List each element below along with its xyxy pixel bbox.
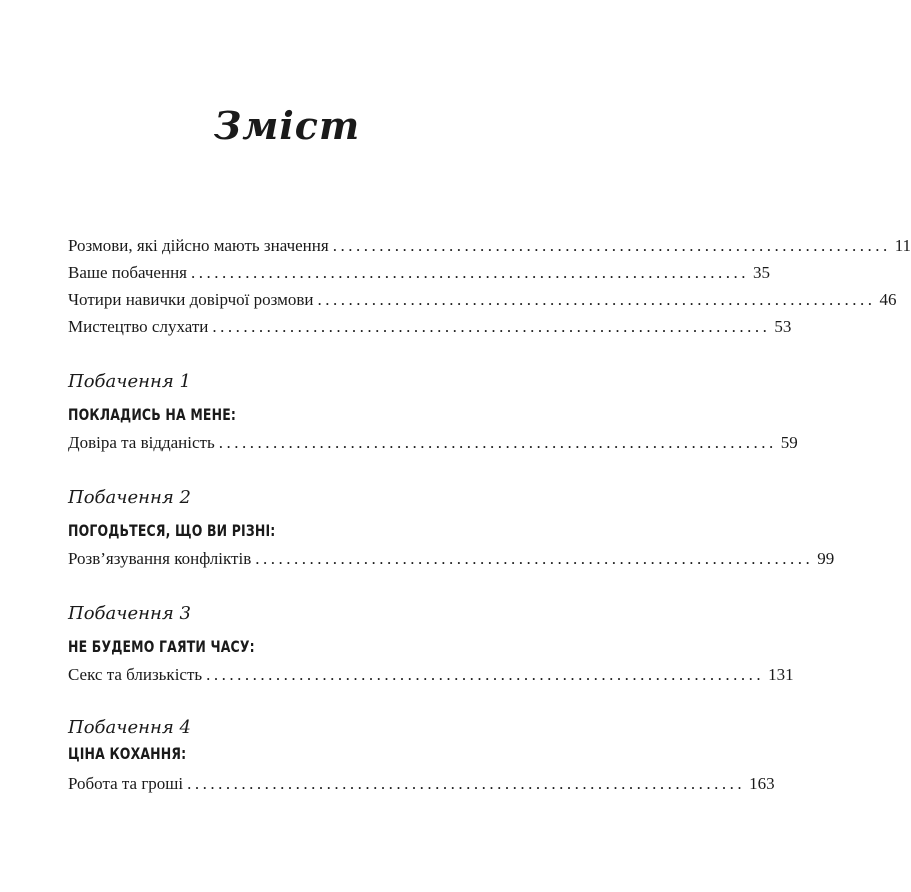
section-label: Побачення 3: [68, 603, 191, 624]
toc-entry: [68, 548, 835, 570]
section-heading: НЕ БУДЕМО ГАЯТИ ЧАСУ:: [68, 637, 255, 656]
toc-entry-title: Розв’язування конфліктів: [68, 549, 252, 568]
dot-leader: ........................................................................: [317, 290, 876, 309]
toc-entry-title: Ваше побачення: [68, 263, 187, 282]
dot-leader: ........................................................................: [218, 433, 777, 452]
toc-entry-title: Довіра та відданість: [68, 433, 215, 452]
dot-leader: ........................................................................: [332, 236, 891, 255]
toc-entry-page: 163: [749, 774, 775, 793]
toc-entry-title: Розмови, які дійсно мають значення: [68, 236, 329, 255]
dot-leader: ........................................................................: [212, 317, 771, 336]
page-title: Зміст: [213, 103, 361, 148]
toc-entry: [68, 316, 792, 338]
dot-leader: ........................................................................: [206, 665, 765, 684]
section-label: Побачення 1: [68, 371, 191, 392]
toc-entry: [68, 664, 794, 686]
toc-entry-page: 11: [894, 236, 911, 255]
dot-leader: ........................................................................: [191, 263, 749, 282]
section-heading: ПОГОДЬТЕСЯ, ЩО ВИ РІЗНІ:: [68, 521, 276, 540]
toc-entry-page: 53: [774, 317, 792, 336]
dot-leader: ........................................................................: [187, 774, 746, 793]
toc-entry: [68, 262, 770, 284]
toc-entry-page: 46: [879, 290, 897, 309]
section-heading: ПОКЛАДИСЬ НА МЕНЕ:: [68, 405, 237, 424]
toc-entry-page: 99: [817, 549, 835, 568]
section-label: Побачення 4: [68, 717, 191, 738]
toc-entry-title: Мистецтво слухати: [68, 317, 209, 336]
toc-entry: [68, 235, 911, 257]
toc-entry: [68, 773, 775, 795]
toc-entry-page: 131: [768, 665, 794, 684]
toc-entry-title: Чотири навички довірчої розмови: [68, 290, 314, 309]
toc-entry-page: 59: [780, 433, 798, 452]
dot-leader: ........................................................................: [255, 549, 814, 568]
toc-entry: [68, 289, 897, 311]
section-heading: ЦІНА КОХАННЯ:: [68, 744, 187, 763]
section-label: Побачення 2: [68, 487, 191, 508]
toc-entry-title: Робота та гроші: [68, 774, 184, 793]
toc-entry-title: Секс та близькість: [68, 665, 203, 684]
toc-entry: [68, 432, 798, 454]
toc-entry-page: 35: [753, 263, 770, 282]
